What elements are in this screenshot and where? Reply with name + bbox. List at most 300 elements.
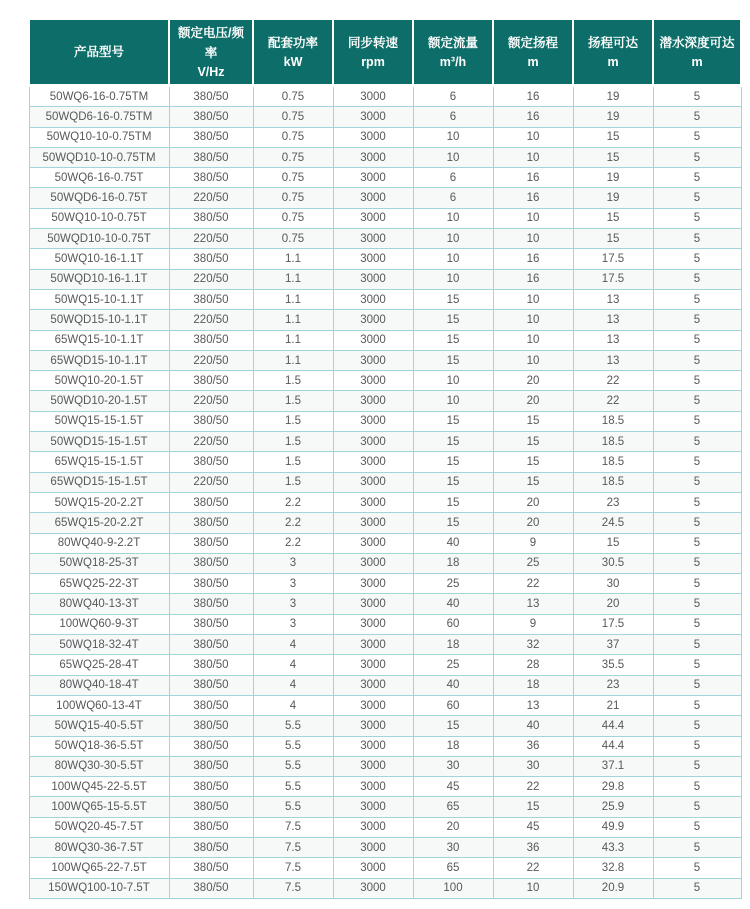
value-cell: 3000 [333,533,413,553]
value-cell: 43.3 [573,837,653,857]
value-cell: 0.75 [253,229,333,249]
model-cell: 65WQ25-28-4T [29,655,169,675]
value-cell: 22 [493,777,573,797]
value-cell: 5 [653,86,741,107]
table-row [29,695,741,715]
value-cell: 36 [493,736,573,756]
column-header-6 [573,20,653,86]
table-row [29,147,741,167]
value-cell: 3000 [333,695,413,715]
value-cell: 16 [493,188,573,208]
value-cell: 100 [413,878,493,898]
value-cell: 65 [413,797,493,817]
value-cell: 3000 [333,594,413,614]
value-cell: 3000 [333,411,413,431]
model-cell: 100WQ65-15-5.5T [29,797,169,817]
value-cell: 3000 [333,229,413,249]
value-cell: 5 [653,208,741,228]
value-cell: 5 [653,675,741,695]
value-cell: 6 [413,188,493,208]
value-cell: 5 [653,513,741,533]
value-cell: 5.5 [253,777,333,797]
value-cell: 5 [653,371,741,391]
column-title: 额定流量 [427,36,478,50]
value-cell: 1.1 [253,350,333,370]
value-cell: 5 [653,269,741,289]
value-cell: 3000 [333,188,413,208]
value-cell: 20 [413,817,493,837]
value-cell: 10 [493,147,573,167]
value-cell: 25 [413,655,493,675]
table-row [29,289,741,309]
value-cell: 3000 [333,249,413,269]
value-cell: 5 [653,858,741,878]
value-cell: 18 [413,553,493,573]
value-cell: 44.4 [573,736,653,756]
value-cell: 9 [493,533,573,553]
value-cell: 380/50 [169,147,253,167]
table-row [29,452,741,472]
model-cell: 80WQ40-13-3T [29,594,169,614]
value-cell: 5 [653,716,741,736]
value-cell: 1.1 [253,330,333,350]
value-cell: 1.1 [253,310,333,330]
value-cell: 30 [413,756,493,776]
value-cell: 220/50 [169,188,253,208]
value-cell: 3000 [333,432,413,452]
table-row [29,736,741,756]
value-cell: 5.5 [253,716,333,736]
value-cell: 5 [653,777,741,797]
value-cell: 2.2 [253,533,333,553]
value-cell: 40 [413,533,493,553]
value-cell: 15 [413,411,493,431]
table-row [29,614,741,634]
value-cell: 3000 [333,797,413,817]
value-cell: 13 [573,310,653,330]
table-row [29,432,741,452]
value-cell: 3 [253,594,333,614]
value-cell: 220/50 [169,269,253,289]
value-cell: 22 [573,391,653,411]
table-row [29,107,741,127]
value-cell: 13 [493,594,573,614]
value-cell: 380/50 [169,817,253,837]
value-cell: 10 [493,208,573,228]
value-cell: 3000 [333,837,413,857]
value-cell: 3000 [333,614,413,634]
value-cell: 3000 [333,127,413,147]
table-row [29,533,741,553]
value-cell: 3000 [333,492,413,512]
table-row [29,655,741,675]
value-cell: 16 [493,86,573,107]
value-cell: 5 [653,391,741,411]
column-title: 扬程可达 [587,36,638,50]
value-cell: 0.75 [253,208,333,228]
value-cell: 5 [653,432,741,452]
value-cell: 380/50 [169,777,253,797]
value-cell: 3000 [333,635,413,655]
value-cell: 10 [493,878,573,898]
column-unit: m [607,55,619,69]
model-cell: 50WQD15-10-1.1T [29,310,169,330]
table-row [29,86,741,107]
value-cell: 3000 [333,472,413,492]
value-cell: 3000 [333,675,413,695]
table-row [29,594,741,614]
column-title: 额定扬程 [507,36,558,50]
value-cell: 5 [653,472,741,492]
value-cell: 1.5 [253,432,333,452]
table-row [29,675,741,695]
pump-spec-table-container [28,20,742,899]
value-cell: 6 [413,86,493,107]
value-cell: 220/50 [169,229,253,249]
value-cell: 0.75 [253,86,333,107]
model-cell: 50WQ15-15-1.5T [29,411,169,431]
table-row [29,229,741,249]
column-header-1 [169,20,253,86]
table-row [29,635,741,655]
value-cell: 380/50 [169,86,253,107]
value-cell: 6 [413,168,493,188]
value-cell: 5 [653,127,741,147]
value-cell: 5 [653,330,741,350]
value-cell: 1.5 [253,411,333,431]
value-cell: 4 [253,635,333,655]
table-row [29,553,741,573]
column-unit: kW [283,55,303,69]
model-cell: 50WQ15-10-1.1T [29,289,169,309]
value-cell: 49.9 [573,817,653,837]
value-cell: 1.5 [253,472,333,492]
value-cell: 10 [413,208,493,228]
table-row [29,208,741,228]
value-cell: 220/50 [169,350,253,370]
value-cell: 380/50 [169,533,253,553]
value-cell: 40 [493,716,573,736]
column-header-0 [29,20,169,86]
value-cell: 3000 [333,330,413,350]
value-cell: 0.75 [253,107,333,127]
value-cell: 15 [573,208,653,228]
value-cell: 10 [493,289,573,309]
value-cell: 18.5 [573,411,653,431]
value-cell: 20.9 [573,878,653,898]
value-cell: 15 [493,472,573,492]
value-cell: 7.5 [253,858,333,878]
value-cell: 18 [413,635,493,655]
table-row [29,330,741,350]
value-cell: 3 [253,574,333,594]
value-cell: 10 [493,350,573,370]
value-cell: 3000 [333,310,413,330]
table-row [29,411,741,431]
value-cell: 380/50 [169,411,253,431]
value-cell: 15 [413,432,493,452]
value-cell: 3000 [333,553,413,573]
value-cell: 1.5 [253,391,333,411]
column-title: 配套功率 [267,36,318,50]
pump-spec-table [28,20,742,899]
value-cell: 5 [653,736,741,756]
value-cell: 22 [493,858,573,878]
value-cell: 15 [493,411,573,431]
table-row [29,188,741,208]
value-cell: 37.1 [573,756,653,776]
model-cell: 80WQ40-18-4T [29,675,169,695]
table-header [29,20,741,86]
value-cell: 5 [653,635,741,655]
model-cell: 65WQ15-20-2.2T [29,513,169,533]
value-cell: 32 [493,635,573,655]
model-cell: 50WQD6-16-0.75T [29,188,169,208]
column-header-4 [413,20,493,86]
value-cell: 1.1 [253,289,333,309]
value-cell: 3000 [333,452,413,472]
value-cell: 7.5 [253,837,333,857]
value-cell: 23 [573,492,653,512]
table-row [29,574,741,594]
value-cell: 10 [413,127,493,147]
model-cell: 50WQD10-20-1.5T [29,391,169,411]
value-cell: 30 [573,574,653,594]
model-cell: 50WQ18-32-4T [29,635,169,655]
model-cell: 50WQD10-10-0.75TM [29,147,169,167]
value-cell: 22 [573,371,653,391]
value-cell: 19 [573,107,653,127]
value-cell: 3000 [333,574,413,594]
value-cell: 5.5 [253,756,333,776]
value-cell: 4 [253,655,333,675]
model-cell: 50WQ6-16-0.75TM [29,86,169,107]
value-cell: 37 [573,635,653,655]
table-row [29,777,741,797]
value-cell: 3 [253,614,333,634]
value-cell: 16 [493,168,573,188]
value-cell: 13 [493,695,573,715]
value-cell: 10 [493,310,573,330]
value-cell: 380/50 [169,655,253,675]
value-cell: 380/50 [169,675,253,695]
model-cell: 50WQ6-16-0.75T [29,168,169,188]
column-title: 额定电压/频率 [178,26,244,60]
model-cell: 100WQ45-22-5.5T [29,777,169,797]
value-cell: 0.75 [253,188,333,208]
value-cell: 380/50 [169,168,253,188]
model-cell: 50WQ15-40-5.5T [29,716,169,736]
value-cell: 1.5 [253,371,333,391]
value-cell: 380/50 [169,858,253,878]
table-row [29,371,741,391]
model-cell: 100WQ65-22-7.5T [29,858,169,878]
value-cell: 380/50 [169,756,253,776]
value-cell: 20 [493,391,573,411]
model-cell: 100WQ60-13-4T [29,695,169,715]
value-cell: 3000 [333,777,413,797]
model-cell: 80WQ30-30-5.5T [29,756,169,776]
value-cell: 380/50 [169,289,253,309]
value-cell: 1.1 [253,249,333,269]
value-cell: 10 [413,249,493,269]
model-cell: 65WQ15-15-1.5T [29,452,169,472]
value-cell: 19 [573,188,653,208]
value-cell: 380/50 [169,371,253,391]
table-row [29,817,741,837]
value-cell: 15 [413,472,493,492]
value-cell: 3000 [333,371,413,391]
value-cell: 44.4 [573,716,653,736]
value-cell: 15 [413,289,493,309]
value-cell: 28 [493,655,573,675]
value-cell: 40 [413,675,493,695]
value-cell: 5 [653,574,741,594]
value-cell: 18.5 [573,452,653,472]
value-cell: 3000 [333,269,413,289]
value-cell: 380/50 [169,695,253,715]
value-cell: 7.5 [253,878,333,898]
value-cell: 20 [493,371,573,391]
value-cell: 15 [493,452,573,472]
value-cell: 16 [493,107,573,127]
table-row [29,858,741,878]
column-unit: m³/h [439,55,467,69]
table-row [29,797,741,817]
value-cell: 15 [413,513,493,533]
value-cell: 380/50 [169,452,253,472]
value-cell: 3 [253,553,333,573]
value-cell: 3000 [333,878,413,898]
value-cell: 0.75 [253,168,333,188]
value-cell: 3000 [333,86,413,107]
value-cell: 15 [413,452,493,472]
value-cell: 5 [653,452,741,472]
column-header-2 [253,20,333,86]
model-cell: 65WQ15-10-1.1T [29,330,169,350]
model-cell: 50WQ18-25-3T [29,553,169,573]
value-cell: 15 [493,797,573,817]
value-cell: 3000 [333,147,413,167]
value-cell: 5 [653,695,741,715]
value-cell: 10 [413,391,493,411]
model-cell: 50WQD6-16-0.75TM [29,107,169,127]
value-cell: 5.5 [253,797,333,817]
value-cell: 5 [653,229,741,249]
value-cell: 380/50 [169,553,253,573]
value-cell: 10 [413,269,493,289]
value-cell: 380/50 [169,249,253,269]
value-cell: 5 [653,411,741,431]
value-cell: 380/50 [169,614,253,634]
value-cell: 5 [653,797,741,817]
value-cell: 380/50 [169,837,253,857]
value-cell: 3000 [333,655,413,675]
value-cell: 60 [413,614,493,634]
model-cell: 65WQD15-10-1.1T [29,350,169,370]
value-cell: 5 [653,655,741,675]
column-header-5 [493,20,573,86]
value-cell: 16 [493,269,573,289]
value-cell: 15 [413,350,493,370]
value-cell: 20 [573,594,653,614]
value-cell: 380/50 [169,208,253,228]
value-cell: 5 [653,533,741,553]
table-row [29,249,741,269]
model-cell: 80WQ30-36-7.5T [29,837,169,857]
table-row [29,168,741,188]
model-cell: 50WQ15-20-2.2T [29,492,169,512]
value-cell: 15 [493,432,573,452]
column-title: 潜水深度可达 [659,36,735,50]
value-cell: 380/50 [169,127,253,147]
value-cell: 3000 [333,107,413,127]
value-cell: 10 [413,147,493,167]
value-cell: 5 [653,553,741,573]
value-cell: 4 [253,675,333,695]
value-cell: 19 [573,168,653,188]
value-cell: 32.8 [573,858,653,878]
model-cell: 50WQ10-10-0.75T [29,208,169,228]
value-cell: 21 [573,695,653,715]
model-cell: 50WQ10-16-1.1T [29,249,169,269]
table-row [29,350,741,370]
value-cell: 3000 [333,817,413,837]
value-cell: 380/50 [169,107,253,127]
value-cell: 6 [413,107,493,127]
value-cell: 220/50 [169,432,253,452]
value-cell: 5 [653,310,741,330]
value-cell: 380/50 [169,492,253,512]
value-cell: 15 [413,330,493,350]
value-cell: 18 [493,675,573,695]
table-row [29,269,741,289]
value-cell: 10 [413,371,493,391]
value-cell: 380/50 [169,878,253,898]
value-cell: 5 [653,289,741,309]
value-cell: 1.1 [253,269,333,289]
value-cell: 5 [653,147,741,167]
header-row [29,20,741,86]
value-cell: 15 [573,127,653,147]
value-cell: 10 [413,229,493,249]
value-cell: 15 [573,229,653,249]
value-cell: 40 [413,594,493,614]
column-header-7 [653,20,741,86]
value-cell: 0.75 [253,147,333,167]
value-cell: 5 [653,249,741,269]
table-row [29,837,741,857]
value-cell: 3000 [333,716,413,736]
value-cell: 3000 [333,350,413,370]
value-cell: 3000 [333,208,413,228]
table-body [29,86,741,899]
value-cell: 4 [253,695,333,715]
value-cell: 0.75 [253,127,333,147]
value-cell: 380/50 [169,716,253,736]
value-cell: 60 [413,695,493,715]
column-title: 产品型号 [73,45,124,59]
model-cell: 80WQ40-9-2.2T [29,533,169,553]
value-cell: 5 [653,594,741,614]
table-row [29,878,741,898]
value-cell: 23 [573,675,653,695]
table-row [29,716,741,736]
column-unit: m [691,55,703,69]
value-cell: 220/50 [169,310,253,330]
value-cell: 10 [493,330,573,350]
value-cell: 25 [413,574,493,594]
